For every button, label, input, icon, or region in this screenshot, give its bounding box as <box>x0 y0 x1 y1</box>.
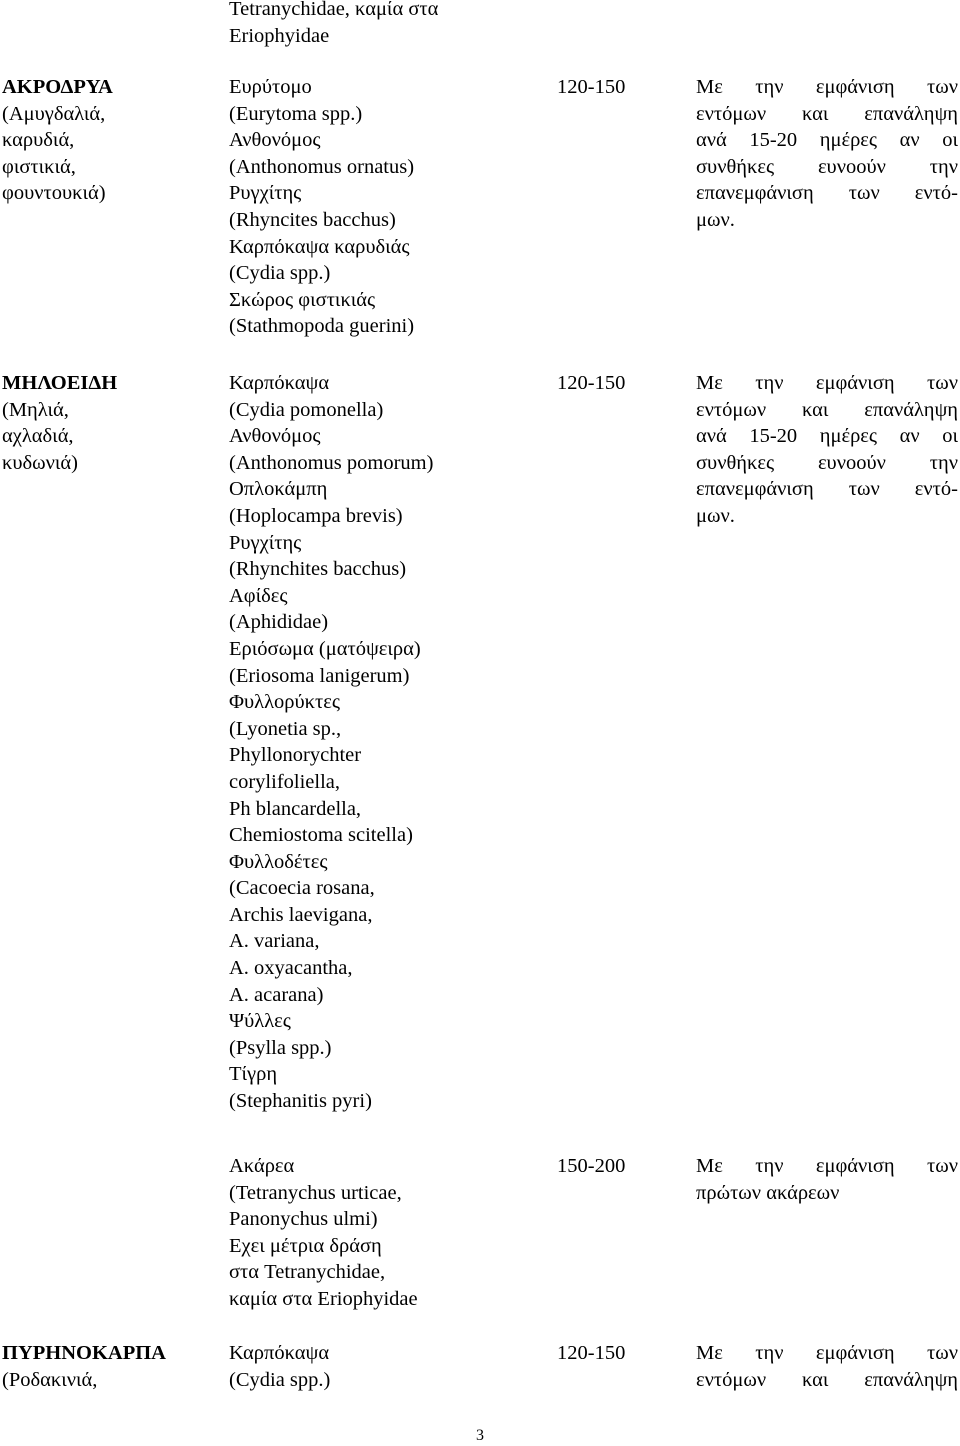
crop-line: κυδωνιά) <box>2 451 78 474</box>
crop-line: (Μηλιά, <box>2 398 69 421</box>
pest-line: Τίγρη <box>229 1063 278 1086</box>
pest-line: Eriophyidae <box>229 24 330 47</box>
dose-value: 120-150 <box>557 76 626 98</box>
pest-line: Ph blancardella, <box>229 797 362 820</box>
pest-line: Αφίδες <box>229 584 288 607</box>
pest-line: Phyllonorychter <box>229 744 362 767</box>
pest-line: A. variana, <box>229 930 320 953</box>
pest-line: (Lyonetia sp., <box>229 717 342 740</box>
remark-line: επανεμφάνιση των εντό- <box>696 478 958 501</box>
pest-line: A. acarana) <box>229 983 324 1006</box>
pest-line: Ρυγχίτης <box>229 182 302 205</box>
crop-line: καρυδιά, <box>2 129 75 152</box>
pest-line: Tetranychidae, καμία στα <box>229 0 439 20</box>
pest-line: corylifoliella, <box>229 770 340 793</box>
pest-line: (Stathmopoda guerini) <box>229 315 415 338</box>
dose-value: 120-150 <box>557 372 626 394</box>
remark-line: Με την εμφάνιση των <box>696 76 958 98</box>
pests-cell-stone-fruit <box>229 1340 549 1393</box>
crop-line: (Αμυγδαλιά, <box>2 102 106 125</box>
crop-cell-pome <box>2 370 202 476</box>
pest-line: Ανθονόμος <box>229 129 321 152</box>
dose-value: 120-150 <box>557 1342 626 1364</box>
crop-name: ΠΥΡΗΝΟΚΑΡΠΑ <box>2 1342 166 1364</box>
pest-line: Ευρύτομο <box>229 76 312 98</box>
pest-line: (Rhyncites bacchus) <box>229 208 396 231</box>
pest-line: (Cydia spp.) <box>229 1368 331 1391</box>
remark-line: επανεμφάνιση των εντό- <box>696 182 958 205</box>
remark-line: ανά 15-20 ημέρες αν οι <box>696 425 958 448</box>
pests-cell-pome <box>229 370 549 1115</box>
dose-value: 150-200 <box>557 1155 626 1177</box>
pest-line: Σκώρος φιστικιάς <box>229 288 376 311</box>
pest-line: (Anthonomus pomorum) <box>229 451 434 474</box>
top-fragment-pests <box>229 0 549 49</box>
crop-line: αχλαδιά, <box>2 425 74 448</box>
pest-line: Ψύλλες <box>229 1010 291 1033</box>
pest-line: Οπλοκάμπη <box>229 478 328 501</box>
pest-line: Chemiostoma scitella) <box>229 824 413 847</box>
crop-name: ΑΚΡΟΔΡΥΑ <box>2 76 113 98</box>
remark-cell-stone-fruit <box>696 1340 958 1393</box>
crop-cell-stone-fruit <box>2 1340 202 1393</box>
crop-line: φουντουκιά) <box>2 182 106 205</box>
pest-line: στα Tetranychidae, <box>229 1261 386 1284</box>
remark-line: εντόμων και επανάληψη <box>696 1368 958 1391</box>
remark-cell-pome <box>696 370 958 530</box>
pest-line: (Rhynchites bacchus) <box>229 558 407 581</box>
pest-line: Panonychus ulmi) <box>229 1208 378 1231</box>
crop-line: φιστικιά, <box>2 155 76 178</box>
page-number: 3 <box>476 1427 484 1444</box>
crop-line: (Ροδακινιά, <box>2 1368 98 1391</box>
remark-line: εντόμων και επανάληψη <box>696 398 958 421</box>
pest-line: Καρπόκαψα <box>229 372 330 394</box>
pest-line: (Eurytoma spp.) <box>229 102 363 125</box>
pest-line: (Hoplocampa brevis) <box>229 504 403 527</box>
pest-line: (Tetranychus urticae, <box>229 1181 402 1204</box>
pest-line: (Anthonomus ornatus) <box>229 155 415 178</box>
pest-line: Ρυγχίτης <box>229 531 302 554</box>
remark-line: συνθήκες ευνοούν την <box>696 451 958 474</box>
pest-line: Καρπόκαψα καρυδιάς <box>229 235 410 258</box>
pest-line: (Cydia spp.) <box>229 262 331 285</box>
pests-cell-mites <box>229 1153 549 1313</box>
dose-cell-pome <box>557 370 677 397</box>
pest-line: Archis laevigana, <box>229 903 373 926</box>
dose-cell-mites <box>557 1153 677 1180</box>
remark-cell-mites <box>696 1153 958 1206</box>
pest-line: Φυλλορύκτες <box>229 691 340 714</box>
remark-line: μων. <box>696 504 735 527</box>
pest-line: καμία στα Eriophyidae <box>229 1287 418 1310</box>
remark-line: πρώτων ακάρεων <box>696 1181 840 1204</box>
pest-line: (Psylla spp.) <box>229 1036 332 1059</box>
remark-line: συνθήκες ευνοούν την <box>696 155 958 178</box>
dose-cell-nuts <box>557 74 677 101</box>
crop-name: ΜΗΛΟΕΙΔΗ <box>2 372 118 394</box>
remark-cell-nuts <box>696 74 958 234</box>
crop-cell-nuts <box>2 74 202 207</box>
pest-line: (Eriosoma lanigerum) <box>229 664 410 687</box>
remark-line: ανά 15-20 ημέρες αν οι <box>696 129 958 152</box>
pest-line: Καρπόκαψα <box>229 1342 330 1364</box>
pest-line: Φυλλοδέτες <box>229 850 328 873</box>
remark-line: μων. <box>696 208 735 231</box>
remark-line: Με την εμφάνιση των <box>696 1155 958 1177</box>
remark-line: εντόμων και επανάληψη <box>696 102 958 125</box>
pest-line: Ανθονόμος <box>229 425 321 448</box>
remark-line: Με την εμφάνιση των <box>696 372 958 394</box>
pest-line: Εριόσωμα (ματόψειρα) <box>229 637 421 660</box>
remark-line: Με την εμφάνιση των <box>696 1342 958 1364</box>
pest-line: Ακάρεα <box>229 1155 295 1177</box>
pest-line: (Aphididae) <box>229 611 329 634</box>
pest-line: (Stephanitis pyri) <box>229 1090 372 1113</box>
pest-line: A. oxyacantha, <box>229 957 353 980</box>
dose-cell-stone-fruit <box>557 1340 677 1367</box>
pest-line: (Cacoecia rosana, <box>229 877 375 900</box>
pest-line: (Cydia pomonella) <box>229 398 384 421</box>
pests-cell-nuts <box>229 74 549 340</box>
pest-line: Εχει μέτρια δράση <box>229 1234 382 1257</box>
